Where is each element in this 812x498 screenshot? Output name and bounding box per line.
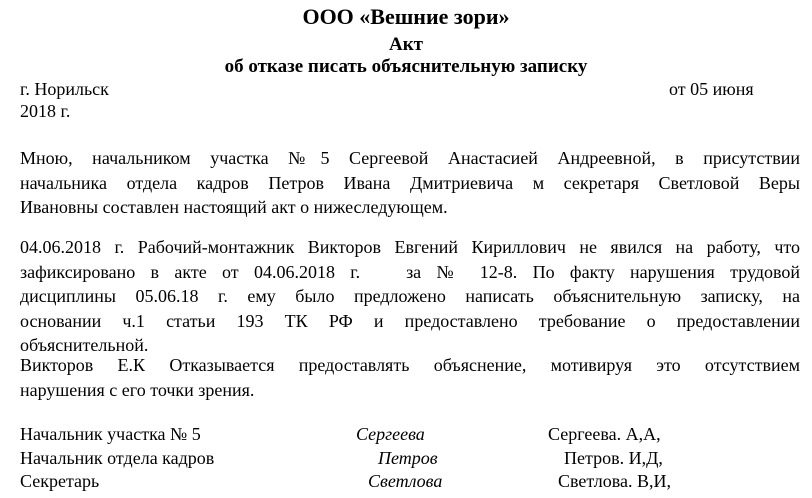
document-subject: об отказе писать объяснительную записку <box>224 56 588 77</box>
paragraph-line: зафиксировано в акте от 04.06.2018 г. за № 12-8. По факту нарушения трудовой <box>20 261 800 282</box>
signatory-name: Петров. И,Д, <box>564 448 663 468</box>
paragraph-line: Ивановны составлен настоящий акт о нижеследующем. <box>20 197 448 217</box>
document-type: Акт <box>388 34 423 55</box>
paragraph-line: 04.06.2018 г. Рабочий-монтажник Викторов Евгений Кириллович не явился на работу, что <box>20 237 800 257</box>
paragraph-line: Викторов Е.К Отказывается предоставлять объяснение, мотивируя это отсутствием <box>20 355 800 375</box>
paragraph-line: Мною, начальником участка №5 Сергеевой Анастасией Андреевной, в присутствии <box>20 148 800 168</box>
handwritten-signature: Сергеева <box>356 424 425 444</box>
date-year: 2018 г. <box>20 101 71 121</box>
signatory-title: Начальник отдела кадров <box>20 448 215 468</box>
signature-row <box>0 424 812 448</box>
city: г. Норильск <box>20 79 109 99</box>
company-name: ООО «Вешние зори» <box>302 4 510 29</box>
signatory-name: Светлова. В,И, <box>558 471 672 491</box>
handwritten-signature: Петров <box>378 448 438 468</box>
signature-row <box>0 448 812 472</box>
paragraph-line: дисциплины 05.06.18 г. ему было предложено написать объяснительную записку, на <box>20 286 800 306</box>
paragraph-line: объяснительной. <box>20 335 149 355</box>
paragraph-intro <box>20 146 800 220</box>
paragraph-incident <box>20 235 800 358</box>
handwritten-signature: Светлова <box>368 471 443 491</box>
signatory-title: Секретарь <box>20 471 100 491</box>
signatory-name: Сергеева. А,А, <box>548 424 661 444</box>
signatory-title: Начальник участка № 5 <box>20 424 201 444</box>
paragraph-line: основании ч.1 статьи 193 ТК РФ и предоставлено требование о предоставлении <box>20 310 800 331</box>
paragraph-line: начальника отдела кадров Петров Ивана Дмитриевича м секретаря Светловой Веры <box>20 172 800 193</box>
paragraph-refusal <box>20 353 800 402</box>
signature-row <box>0 471 812 495</box>
date-day-month: от 05 июня <box>669 79 754 99</box>
paragraph-line: нарушения с его точки зрения. <box>20 379 255 400</box>
